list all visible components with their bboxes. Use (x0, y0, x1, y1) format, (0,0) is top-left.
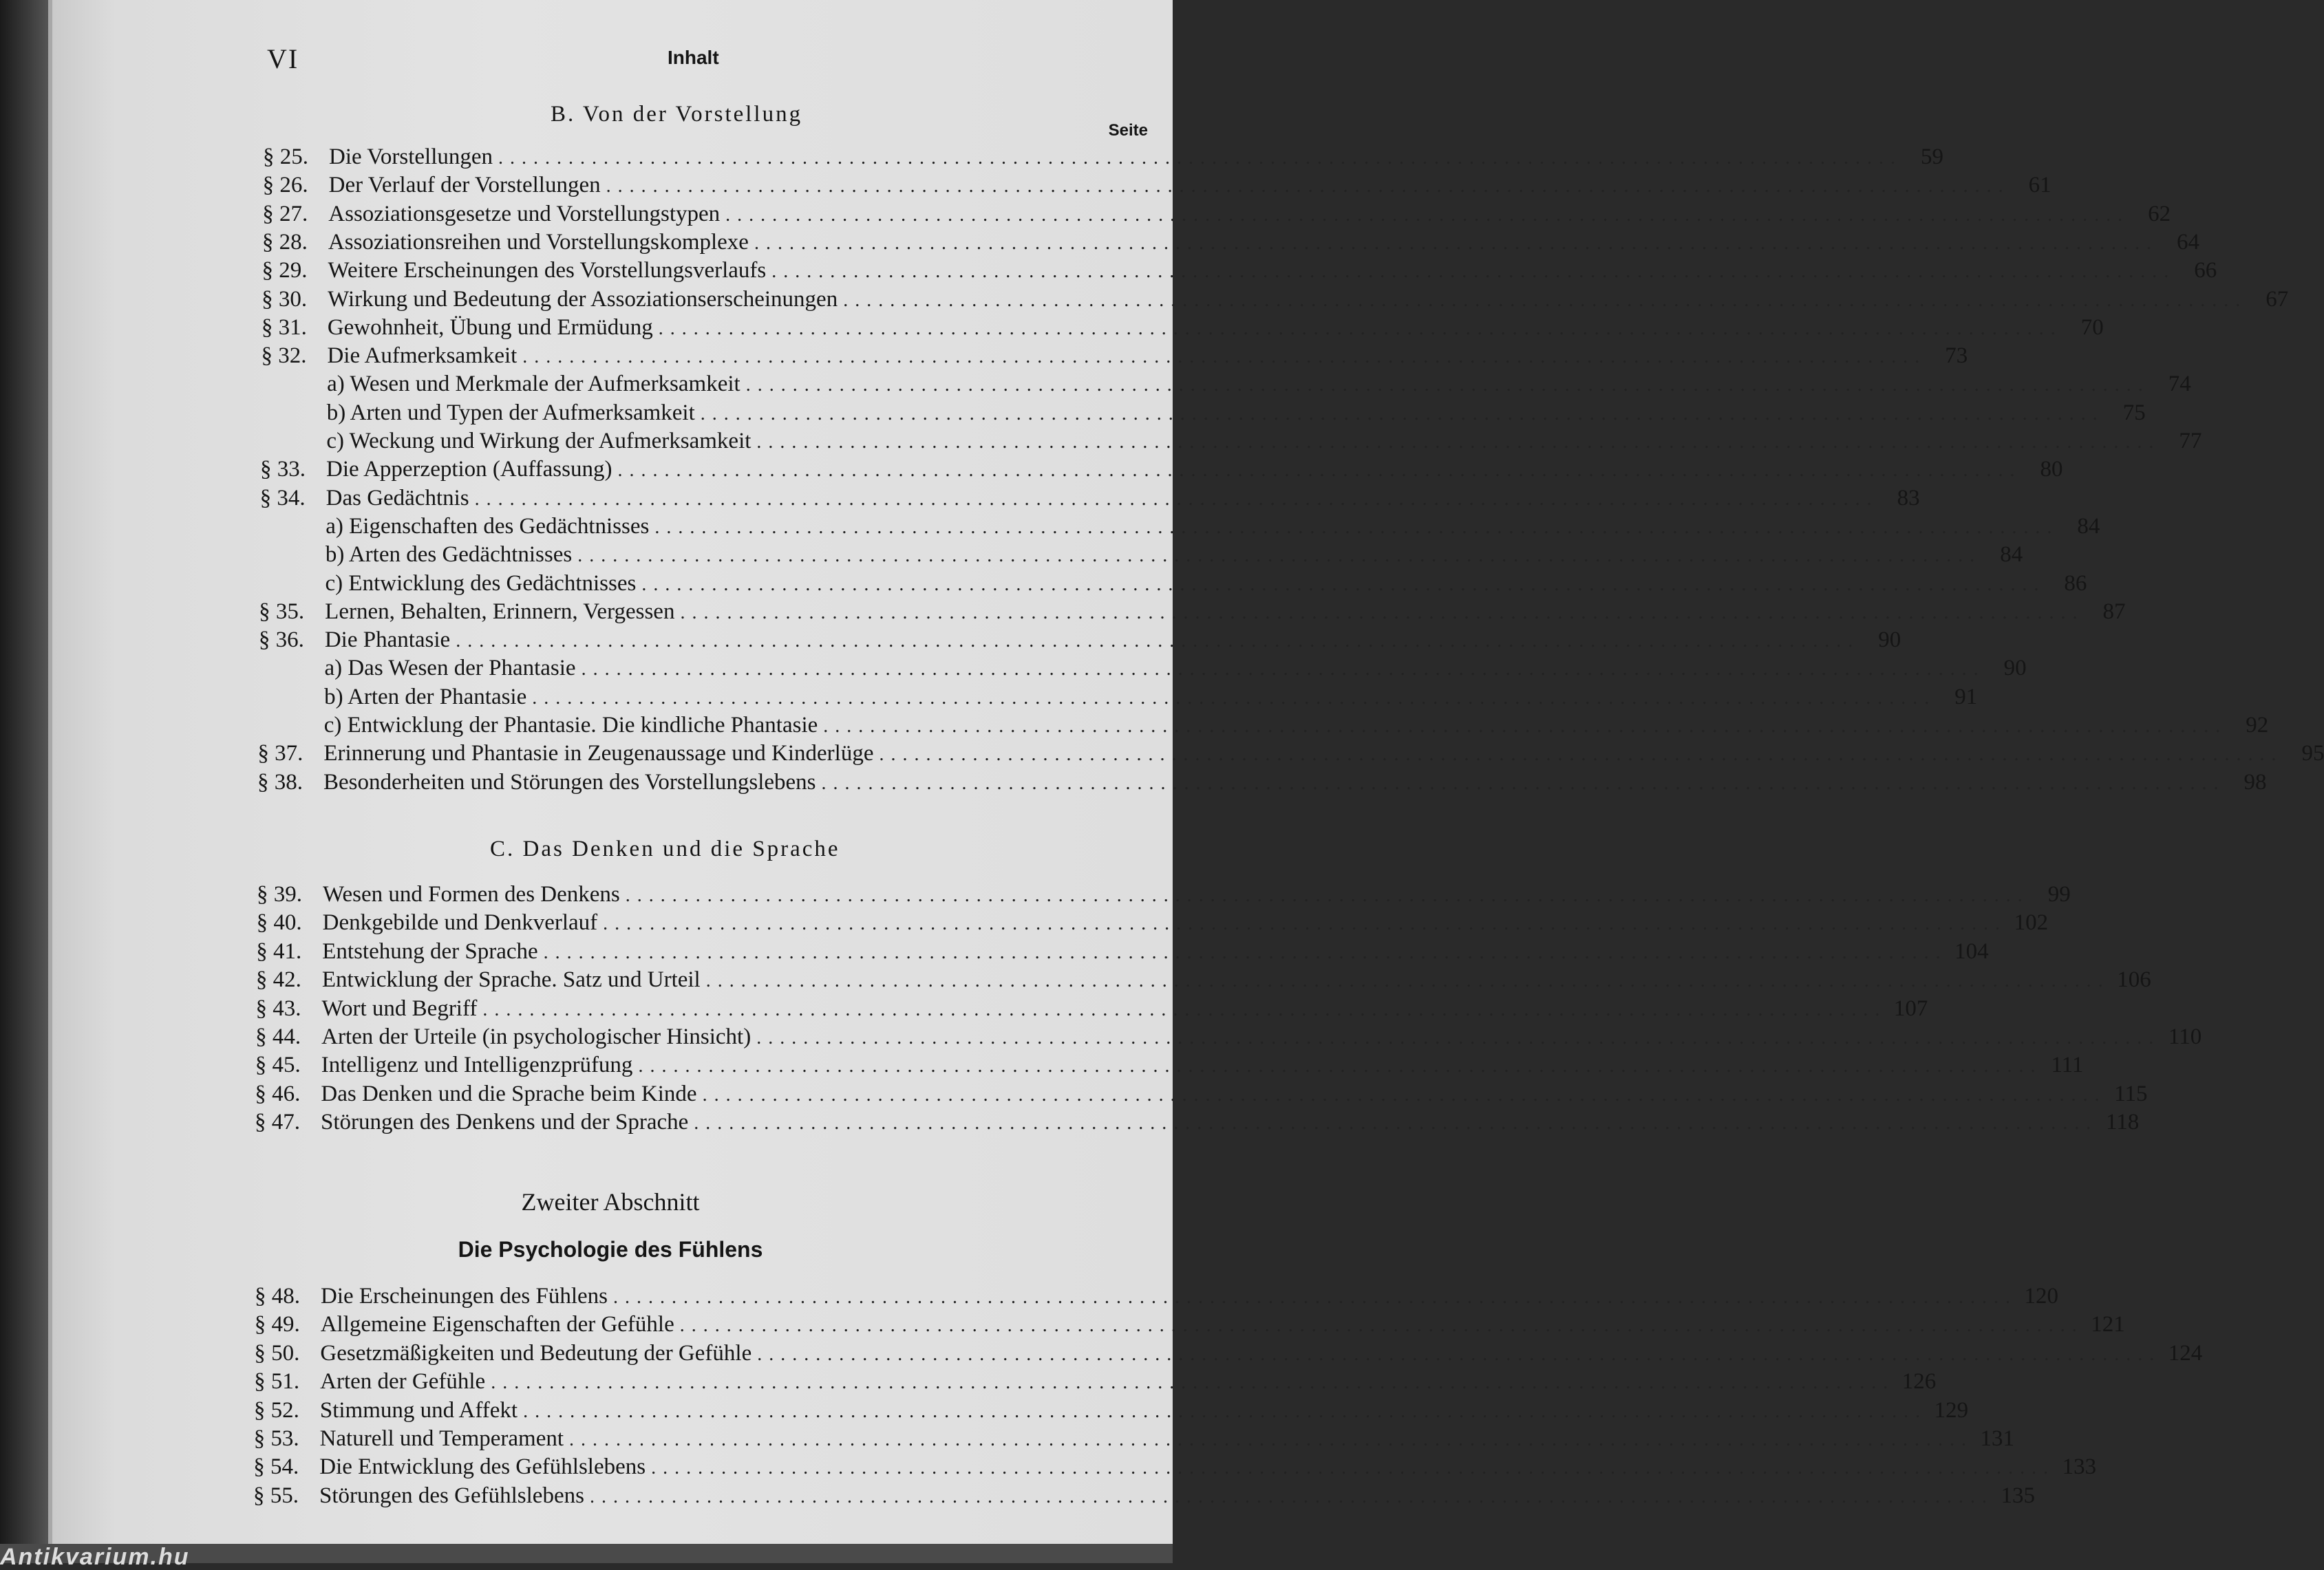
toc-entry-number: § 30. (262, 286, 308, 312)
toc-entry (259, 541, 2023, 569)
toc-entry-page: 77 (2179, 429, 2202, 453)
toc-entry-number: § 48. (255, 1284, 300, 1309)
toc-entry-title: Entstehung der Sprache (322, 938, 538, 964)
toc-entry-number: § 27. (262, 201, 308, 226)
toc-entry-number: § 35. (259, 599, 305, 624)
toc-entry (255, 995, 1928, 1023)
toc-entry-number: § 39. (257, 882, 302, 907)
toc-entry (258, 654, 2027, 682)
toc-entry-page: 64 (2176, 229, 2199, 255)
toc-entry-page: 106 (2117, 967, 2151, 993)
toc-entry-number: § 42. (255, 967, 301, 993)
toc-entry-page: 83 (1897, 485, 1920, 510)
toc-leader-dots: ........................................................................................................................ (589, 1485, 1994, 1507)
toc-entry-number: § 52. (253, 1397, 299, 1423)
toc-entry (255, 966, 2151, 994)
toc-entry-number: § 54. (253, 1454, 299, 1480)
toc-entry-number: § 51. (254, 1369, 300, 1395)
toc-entry-title: Lernen, Behalten, Erinnern, Vergessen (325, 599, 675, 624)
toc-leader-dots: ........................................................................................................................ (821, 772, 2226, 794)
toc-entry-title: Denkgebilde und Denkverlauf (322, 910, 598, 936)
toc-leader-dots: ........................................................................................................................ (823, 716, 2228, 737)
toc-entry (259, 570, 2087, 598)
toc-entry (256, 938, 1989, 966)
toc-leader-dots: ........................................................................................................................ (745, 374, 2150, 396)
toc-entry-page: 90 (2003, 656, 2027, 681)
toc-leader-dots: ........................................................................................................................ (757, 1343, 2162, 1365)
toc-entry (262, 286, 2289, 314)
seite-label: Seite (1108, 121, 1148, 140)
toc-leader-dots: ........................................................................................................................ (606, 175, 2010, 197)
toc-entry (258, 711, 2269, 740)
toc-leader-dots: ........................................................................................................................ (771, 261, 2176, 283)
toc-entry (261, 370, 2191, 398)
toc-leader-dots: ........................................................................................................................ (543, 941, 1948, 963)
toc-entry-title: Intelligenz und Intelligenzprüfung (321, 1053, 633, 1078)
toc-entry (254, 1340, 2203, 1368)
toc-entry-page: 121 (2091, 1312, 2125, 1337)
toc-entry-page: 104 (1954, 938, 1989, 964)
toc-entry-page: 86 (2064, 570, 2087, 596)
toc-entry (261, 342, 1968, 370)
toc-entry-title: Die Apperzeption (Auffassung) (326, 457, 612, 482)
toc-entry-title: Erinnerung und Phantasie in Zeugenaussage und Kinderlüge (323, 741, 874, 766)
toc-leader-dots: ........................................................................................................................ (491, 1372, 1895, 1394)
toc-entry (255, 1282, 2058, 1311)
toc-entry-title: c) Entwicklung der Phantasie. Die kindliche Phantasie (323, 713, 818, 738)
toc-entry-number: § 46. (255, 1081, 301, 1106)
toc-entry-title: Besonderheiten und Störungen des Vorstellungslebens (323, 769, 816, 795)
toc-entry-number: § 49. (254, 1312, 300, 1337)
toc-leader-dots: ........................................................................................................................ (625, 885, 2029, 906)
toc-entry-title: Gesetzmäßigkeiten und Bedeutung der Gefühle (320, 1340, 752, 1366)
toc-entry (260, 427, 2202, 455)
toc-entry-title: Die Erscheinungen des Fühlens (321, 1284, 608, 1309)
toc-leader-dots: ........................................................................................................................ (702, 1084, 2107, 1106)
toc-entry-number: § 26. (262, 173, 308, 198)
toc-entry (253, 1425, 2015, 1453)
toc-entry-title: Naturell und Temperament (319, 1426, 564, 1451)
toc-leader-dots: ........................................................................................................................ (569, 1429, 1974, 1450)
toc-leader-dots: ........................................................................................................................ (581, 658, 1985, 680)
toc-entry-number: § 37. (257, 741, 303, 766)
page-number: VI (267, 43, 299, 74)
toc-leader-dots: ........................................................................................................................ (456, 630, 1860, 652)
toc-entry-title: Gewohnheit, Übung und Ermüdung (327, 314, 653, 340)
toc-entry-page: 135 (2001, 1483, 2035, 1508)
toc-entry (259, 484, 1920, 513)
toc-entry-number: § 34. (259, 485, 306, 510)
toc-entry-number: § 28. (262, 229, 308, 255)
toc-entry-page: 67 (2266, 286, 2289, 312)
toc-entry-page: 80 (2040, 457, 2063, 482)
book-page (48, 0, 2324, 1563)
toc-entry (262, 228, 2199, 257)
toc-leader-dots: ........................................................................................................................ (843, 289, 2248, 311)
toc-leader-dots: ........................................................................................................................ (756, 1027, 2161, 1049)
toc-leader-dots: ........................................................................................................................ (638, 1055, 2043, 1077)
toc-entry-page: 92 (2246, 713, 2269, 738)
part-two-subheading: Die Psychologie des Fühlens (458, 1237, 763, 1262)
toc-entry (253, 1453, 2097, 1481)
toc-entry (253, 1482, 2035, 1510)
toc-entry-page: 74 (2168, 372, 2191, 397)
toc-entry-number: § 40. (256, 910, 302, 936)
toc-entry-title: Arten der Urteile (in psychologischer Hinsicht) (321, 1024, 751, 1049)
part-two-heading: Zweiter Abschnitt (521, 1188, 700, 1216)
toc-entry-title: Der Verlauf der Vorstellungen (328, 173, 601, 198)
toc-leader-dots: ........................................................................................................................ (879, 744, 2283, 766)
toc-entry-title: Arten der Gefühle (320, 1369, 486, 1395)
toc-entry-number: § 41. (256, 938, 302, 964)
toc-entry (255, 1051, 2084, 1079)
watermark: Antikvarium.hu (0, 1544, 190, 1570)
toc-entry-page: 126 (1901, 1369, 1937, 1395)
toc-leader-dots: ........................................................................................................................ (498, 147, 1903, 169)
toc-entry-page: 87 (2102, 599, 2126, 624)
toc-entry-page: 84 (2077, 513, 2100, 539)
toc-entry (257, 740, 2324, 768)
toc-entry-title: Assoziationsreihen und Vorstellungskomplexe (328, 229, 749, 255)
toc-entry-title: Assoziationsgesetze und Vorstellungstypen (328, 201, 721, 226)
toc-entry-page: 129 (1934, 1397, 1969, 1423)
page-edge (48, 0, 52, 1563)
toc-leader-dots: ........................................................................................................................ (756, 431, 2161, 453)
toc-entry-number: § 32. (261, 343, 307, 369)
toc-entry-title: a) Eigenschaften des Gedächtnisses (326, 513, 650, 539)
toc-leader-dots: ........................................................................................................................ (725, 204, 2130, 226)
toc-entry-page: 95 (2301, 741, 2324, 766)
toc-entry (254, 1368, 1937, 1396)
toc-entry-page: 131 (1980, 1426, 2015, 1451)
toc-leader-dots: ........................................................................................................................ (617, 460, 2022, 482)
toc-entry-title: a) Das Wesen der Phantasie (324, 656, 576, 681)
toc-entry-title: Störungen des Denkens und der Sprache (321, 1110, 689, 1135)
toc-leader-dots: ........................................................................................................................ (577, 545, 1982, 567)
toc-leader-dots: ........................................................................................................................ (482, 998, 1887, 1020)
toc-entry-title: c) Weckung und Wirkung der Aufmerksamkeit (326, 429, 751, 453)
toc-entry (257, 881, 2071, 909)
toc-leader-dots: ........................................................................................................................ (523, 1400, 1928, 1422)
toc-entry (255, 1023, 2202, 1051)
toc-entry (260, 455, 2063, 484)
toc-entry-number: § 55. (253, 1483, 299, 1508)
toc-entry-title: Die Phantasie (324, 627, 451, 653)
toc-entry-number: § 45. (255, 1053, 301, 1078)
toc-entry-title: b) Arten und Typen der Aufmerksamkeit (326, 400, 695, 425)
toc-entry (255, 1108, 2140, 1137)
toc-entry-number: § 44. (255, 1024, 301, 1049)
toc-entry (263, 143, 1944, 171)
toc-entry-number: § 47. (255, 1110, 300, 1135)
toc-leader-dots: ........................................................................................................................ (680, 601, 2085, 623)
toc-entry-page: 91 (1954, 684, 1978, 709)
toc-entry-page: 75 (2122, 400, 2146, 425)
toc-entry-title: Allgemeine Eigenschaften der Gefühle (320, 1312, 674, 1337)
toc-entry-title: Entwicklung der Sprache. Satz und Urteil (321, 967, 701, 993)
toc-leader-dots: ........................................................................................................................ (700, 402, 2104, 424)
toc-leader-dots: ........................................................................................................................ (603, 913, 2007, 935)
toc-entry-number: § 29. (262, 258, 308, 283)
toc-entry-number: § 43. (255, 996, 301, 1021)
toc-entry-number: § 36. (258, 627, 304, 653)
toc-entry-title: Das Denken und die Sprache beim Kinde (321, 1081, 697, 1106)
toc-entry-title: Stimmung und Affekt (319, 1397, 518, 1423)
toc-entry-title: c) Entwicklung des Gedächtnisses (325, 570, 637, 596)
toc-entry (261, 314, 2104, 342)
toc-entry-title: Die Aufmerksamkeit (327, 343, 518, 369)
toc-leader-dots: ........................................................................................................................ (532, 687, 1937, 709)
toc-entry (256, 909, 2049, 937)
section-c-heading: C. Das Denken und die Sprache (490, 837, 840, 861)
running-head: Inhalt (668, 47, 719, 68)
toc-entry-page: 110 (2168, 1024, 2202, 1049)
toc-entry-page: 124 (2168, 1340, 2203, 1366)
toc-entry (262, 200, 2171, 228)
toc-entry-page: 73 (1945, 343, 1968, 369)
toc-leader-dots: ........................................................................................................................ (474, 488, 1879, 510)
toc-entry-page: 111 (2051, 1053, 2084, 1078)
toc-entry-title: Weitere Erscheinungen des Vorstellungsverlaufs (328, 258, 767, 283)
toc-entry-page: 70 (2080, 314, 2104, 340)
toc-entry-page: 61 (2028, 173, 2051, 198)
toc-entry-page: 118 (2106, 1110, 2140, 1135)
toc-entry-page: 90 (1878, 627, 1901, 653)
toc-leader-dots: ........................................................................................................................ (522, 346, 1927, 368)
toc-entry (253, 1397, 1969, 1425)
toc-entry-page: 98 (2243, 769, 2267, 795)
toc-entry (254, 1311, 2125, 1339)
section-b-heading: B. Von der Vorstellung (551, 102, 803, 127)
toc-entry-page: 59 (1921, 144, 1944, 169)
toc-entry-page: 66 (2194, 258, 2217, 283)
toc-leader-dots: ........................................................................................................................ (694, 1112, 2098, 1135)
toc-entry-page: 102 (2014, 910, 2049, 936)
toc-leader-dots: ........................................................................................................................ (679, 1315, 2084, 1337)
toc-leader-dots: ........................................................................................................................ (641, 573, 2046, 595)
toc-entry (257, 768, 2267, 797)
toc-entry-title: b) Arten der Phantasie (324, 684, 527, 709)
toc-entry-number: § 33. (260, 457, 306, 482)
toc-entry-page: 62 (2148, 201, 2171, 226)
toc-entry (255, 1080, 2148, 1108)
book-binding (0, 0, 48, 1563)
toc-entry-title: b) Arten des Gedächtnisses (325, 542, 573, 568)
toc-entry-number: § 38. (257, 769, 303, 795)
toc-entry-title: Die Entwicklung des Gefühlslebens (319, 1454, 646, 1480)
toc-leader-dots: ........................................................................................................................ (705, 970, 2110, 992)
toc-entry-page: 120 (2024, 1284, 2058, 1309)
toc-entry (258, 626, 1901, 654)
toc-entry-title: a) Wesen und Merkmale der Aufmerksamkeit (327, 372, 740, 397)
toc-leader-dots: ........................................................................................................................ (658, 317, 2062, 339)
toc-entry (262, 257, 2217, 285)
toc-entry (258, 683, 1978, 711)
toc-entry-page: 115 (2114, 1081, 2148, 1106)
toc-entry-number: § 25. (263, 144, 308, 169)
toc-entry (259, 513, 2100, 541)
toc-entry-page: 99 (2047, 882, 2071, 907)
toc-leader-dots: ........................................................................................................................ (654, 516, 2059, 538)
toc-leader-dots: ........................................................................................................................ (754, 232, 2158, 254)
toc-leader-dots: ........................................................................................................................ (651, 1457, 2056, 1479)
toc-entry-number: § 53. (253, 1426, 299, 1451)
toc-leader-dots: ........................................................................................................................ (613, 1287, 2017, 1308)
toc-entry-page: 133 (2062, 1454, 2097, 1480)
toc-entry-title: Wort und Begriff (321, 996, 478, 1021)
toc-entry-page: 107 (1893, 996, 1928, 1021)
toc-entry-title: Wesen und Formen des Denkens (323, 882, 620, 907)
toc-entry-title: Das Gedächtnis (326, 485, 469, 510)
toc-entry-page: 84 (2000, 542, 2023, 568)
toc-entry (262, 171, 2051, 200)
toc-entry-title: Wirkung und Bedeutung der Assoziationserscheinungen (328, 286, 838, 312)
toc-entry (259, 598, 2126, 626)
toc-entry (261, 399, 2146, 427)
toc-entry-title: Störungen des Gefühlslebens (319, 1483, 584, 1508)
toc-entry-number: § 31. (261, 314, 307, 340)
toc-entry-number: § 50. (254, 1340, 300, 1366)
toc-entry-title: Die Vorstellungen (329, 144, 493, 169)
